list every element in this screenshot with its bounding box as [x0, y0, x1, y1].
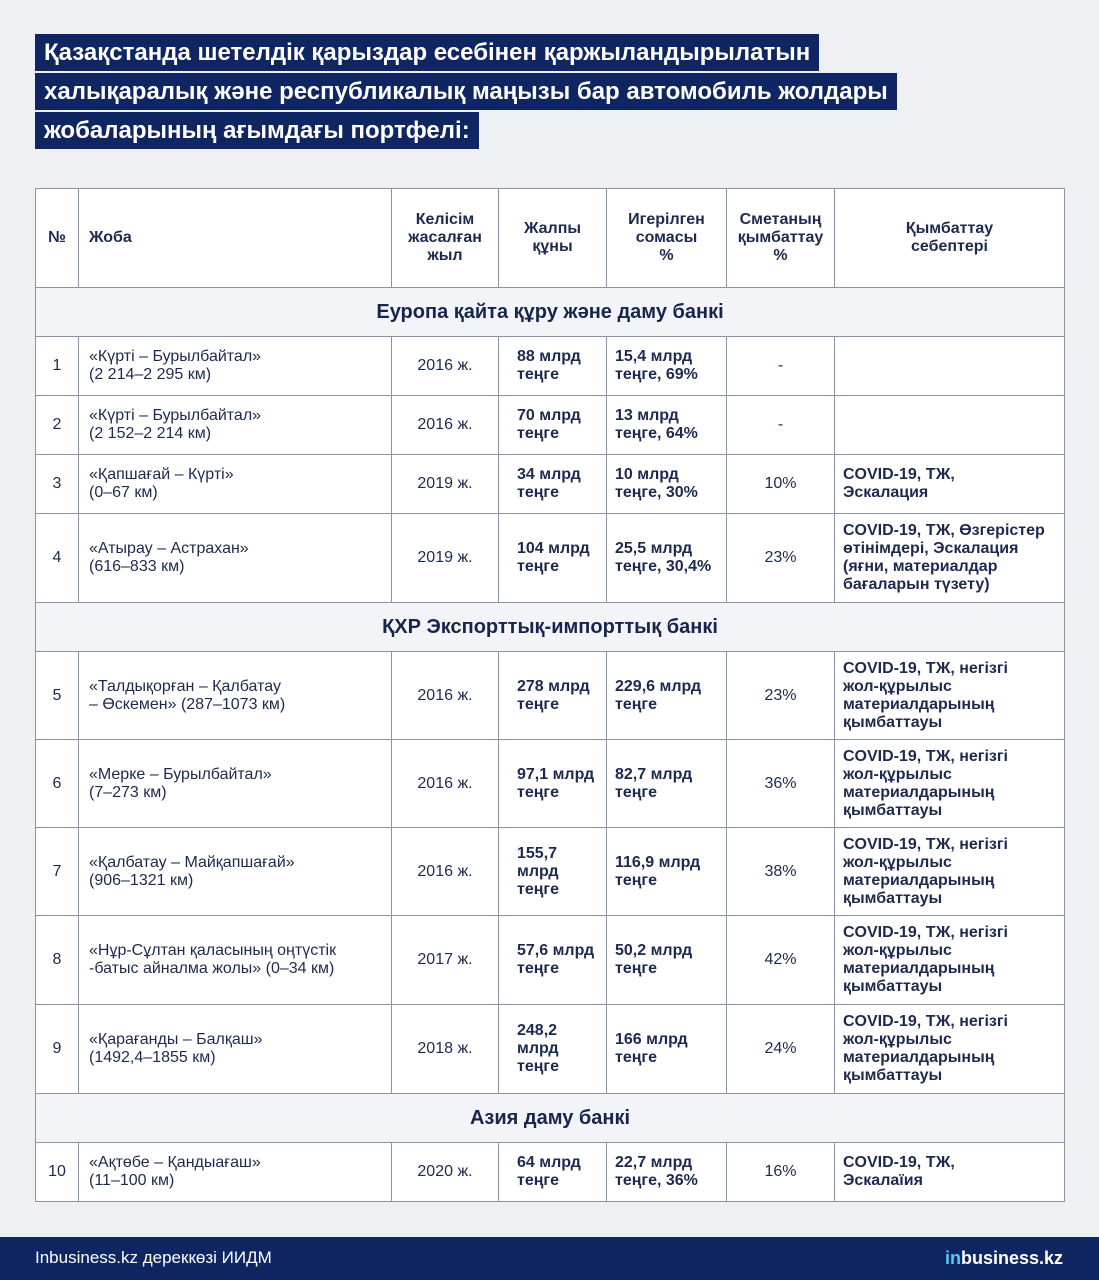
cost-increase: 10%	[727, 455, 835, 514]
increase-reasons: COVID-19, ТЖ, негізгі жол-құрылыс материалдарының қымбаттауы	[835, 916, 1065, 1005]
total-cost: 97,1 млрд теңге	[499, 740, 607, 828]
logo-prefix: in	[944, 1248, 961, 1268]
contract-year: 2016 ж.	[392, 337, 499, 396]
total-cost: 57,6 млрд теңге	[499, 916, 607, 1005]
total-cost: 64 млрд теңге	[499, 1143, 607, 1202]
contract-year: 2016 ж.	[392, 828, 499, 916]
contract-year: 2018 ж.	[392, 1005, 499, 1094]
increase-reasons: COVID-19, ТЖ, негізгі жол-құрылыс материалдарының қымбаттауы	[835, 1005, 1065, 1094]
footer-source: Inbusiness.kz дереккөзі ИИДМ	[35, 1248, 272, 1267]
spent-amount: 229,6 млрд теңге	[607, 652, 727, 740]
table-row	[36, 916, 1065, 1005]
spent-amount: 82,7 млрд теңге	[607, 740, 727, 828]
cost-increase: -	[727, 337, 835, 396]
row-number: 7	[36, 828, 79, 916]
table-row	[36, 514, 1065, 603]
row-number: 8	[36, 916, 79, 1005]
project-name: «Күрті – Бурылбайтал» (2 214–2 295 км)	[79, 337, 392, 396]
increase-reasons: COVID-19, ТЖ, Өзгерістер өтінімдері, Эскалация (яғни, материалдар бағаларын түзету)	[835, 514, 1065, 603]
page-title	[35, 34, 897, 151]
total-cost: 155,7 млрд теңге	[499, 828, 607, 916]
section-row	[36, 603, 1065, 652]
project-name: «Талдықорған – Қалбатау – Өскемен» (287–1073 км)	[79, 652, 392, 740]
section-title: Еуропа қайта құру және даму банкі	[36, 288, 1065, 337]
row-number: 6	[36, 740, 79, 828]
title-line-1: Қазақстанда шетелдік қарыздар есебінен қаржыландырылатын	[35, 34, 819, 71]
table-row	[36, 740, 1065, 828]
inbusiness-logo	[945, 1248, 1063, 1269]
project-name: «Қапшағай – Күрті» (0–67 км)	[79, 455, 392, 514]
cost-increase: -	[727, 396, 835, 455]
table-row	[36, 337, 1065, 396]
project-name: «Мерке – Бурылбайтал» (7–273 км)	[79, 740, 392, 828]
header-year: Келісім жасалған жыл	[392, 189, 499, 288]
logo-main: business.kz	[960, 1248, 1063, 1268]
project-name: «Ақтөбе – Қандыағаш» (11–100 км)	[79, 1143, 392, 1202]
table-row	[36, 455, 1065, 514]
contract-year: 2016 ж.	[392, 396, 499, 455]
section-title: ҚХР Экспорттық-импорттық банкі	[36, 603, 1065, 652]
project-name: «Күрті – Бурылбайтал» (2 152–2 214 км)	[79, 396, 392, 455]
cost-increase: 24%	[727, 1005, 835, 1094]
spent-amount: 166 млрд теңге	[607, 1005, 727, 1094]
total-cost: 278 млрд теңге	[499, 652, 607, 740]
header-total: Жалпы құны	[499, 189, 607, 288]
increase-reasons: COVID-19, ТЖ, Эскалация	[835, 455, 1065, 514]
cost-increase: 38%	[727, 828, 835, 916]
total-cost: 88 млрд теңге	[499, 337, 607, 396]
increase-reasons	[835, 337, 1065, 396]
header-spent: Игерілген сомасы %	[607, 189, 727, 288]
project-name: «Қарағанды – Балқаш» (1492,4–1855 км)	[79, 1005, 392, 1094]
cost-increase: 23%	[727, 652, 835, 740]
spent-amount: 50,2 млрд теңге	[607, 916, 727, 1005]
total-cost: 248,2 млрд теңге	[499, 1005, 607, 1094]
row-number: 3	[36, 455, 79, 514]
table-row	[36, 652, 1065, 740]
portfolio-table	[35, 188, 1065, 1202]
spent-amount: 13 млрд теңге, 64%	[607, 396, 727, 455]
row-number: 5	[36, 652, 79, 740]
table-row	[36, 1143, 1065, 1202]
table-header-row	[36, 189, 1065, 288]
spent-amount: 15,4 млрд теңге, 69%	[607, 337, 727, 396]
total-cost: 104 млрд теңге	[499, 514, 607, 603]
project-name: «Нұр-Сұлтан қаласының оңтүстік -батыс айналма жолы» (0–34 км)	[79, 916, 392, 1005]
increase-reasons: COVID-19, ТЖ, Эскалаїия	[835, 1143, 1065, 1202]
row-number: 2	[36, 396, 79, 455]
table-row	[36, 1005, 1065, 1094]
spent-amount: 10 млрд теңге, 30%	[607, 455, 727, 514]
total-cost: 34 млрд теңге	[499, 455, 607, 514]
row-number: 9	[36, 1005, 79, 1094]
section-row	[36, 288, 1065, 337]
contract-year: 2017 ж.	[392, 916, 499, 1005]
contract-year: 2019 ж.	[392, 514, 499, 603]
project-name: «Атырау – Астрахан» (616–833 км)	[79, 514, 392, 603]
cost-increase: 42%	[727, 916, 835, 1005]
title-line-2: халықаралық және республикалық маңызы бар автомобиль жолдары	[35, 73, 897, 110]
increase-reasons: COVID-19, ТЖ, негізгі жол-құрылыс материалдарының қымбаттауы	[835, 740, 1065, 828]
project-name: «Қалбатау – Майқапшағай» (906–1321 км)	[79, 828, 392, 916]
contract-year: 2020 ж.	[392, 1143, 499, 1202]
row-number: 1	[36, 337, 79, 396]
increase-reasons: COVID-19, ТЖ, негізгі жол-құрылыс материалдарының қымбаттауы	[835, 828, 1065, 916]
section-title: Азия даму банкі	[36, 1094, 1065, 1143]
header-project: Жоба	[79, 189, 392, 288]
header-num: №	[36, 189, 79, 288]
header-increase: Сметаның қымбаттау %	[727, 189, 835, 288]
contract-year: 2016 ж.	[392, 652, 499, 740]
section-row	[36, 1094, 1065, 1143]
increase-reasons	[835, 396, 1065, 455]
table-row	[36, 396, 1065, 455]
footer-bar	[0, 1237, 1099, 1280]
contract-year: 2016 ж.	[392, 740, 499, 828]
cost-increase: 23%	[727, 514, 835, 603]
cost-increase: 36%	[727, 740, 835, 828]
cost-increase: 16%	[727, 1143, 835, 1202]
header-reasons: Қымбаттау себептері	[835, 189, 1065, 288]
total-cost: 70 млрд теңге	[499, 396, 607, 455]
increase-reasons: COVID-19, ТЖ, негізгі жол-құрылыс материалдарының қымбаттауы	[835, 652, 1065, 740]
title-line-3: жобаларының ағымдағы портфелі:	[35, 112, 479, 149]
spent-amount: 25,5 млрд теңге, 30,4%	[607, 514, 727, 603]
spent-amount: 116,9 млрд теңге	[607, 828, 727, 916]
row-number: 4	[36, 514, 79, 603]
row-number: 10	[36, 1143, 79, 1202]
contract-year: 2019 ж.	[392, 455, 499, 514]
table-row	[36, 828, 1065, 916]
spent-amount: 22,7 млрд теңге, 36%	[607, 1143, 727, 1202]
